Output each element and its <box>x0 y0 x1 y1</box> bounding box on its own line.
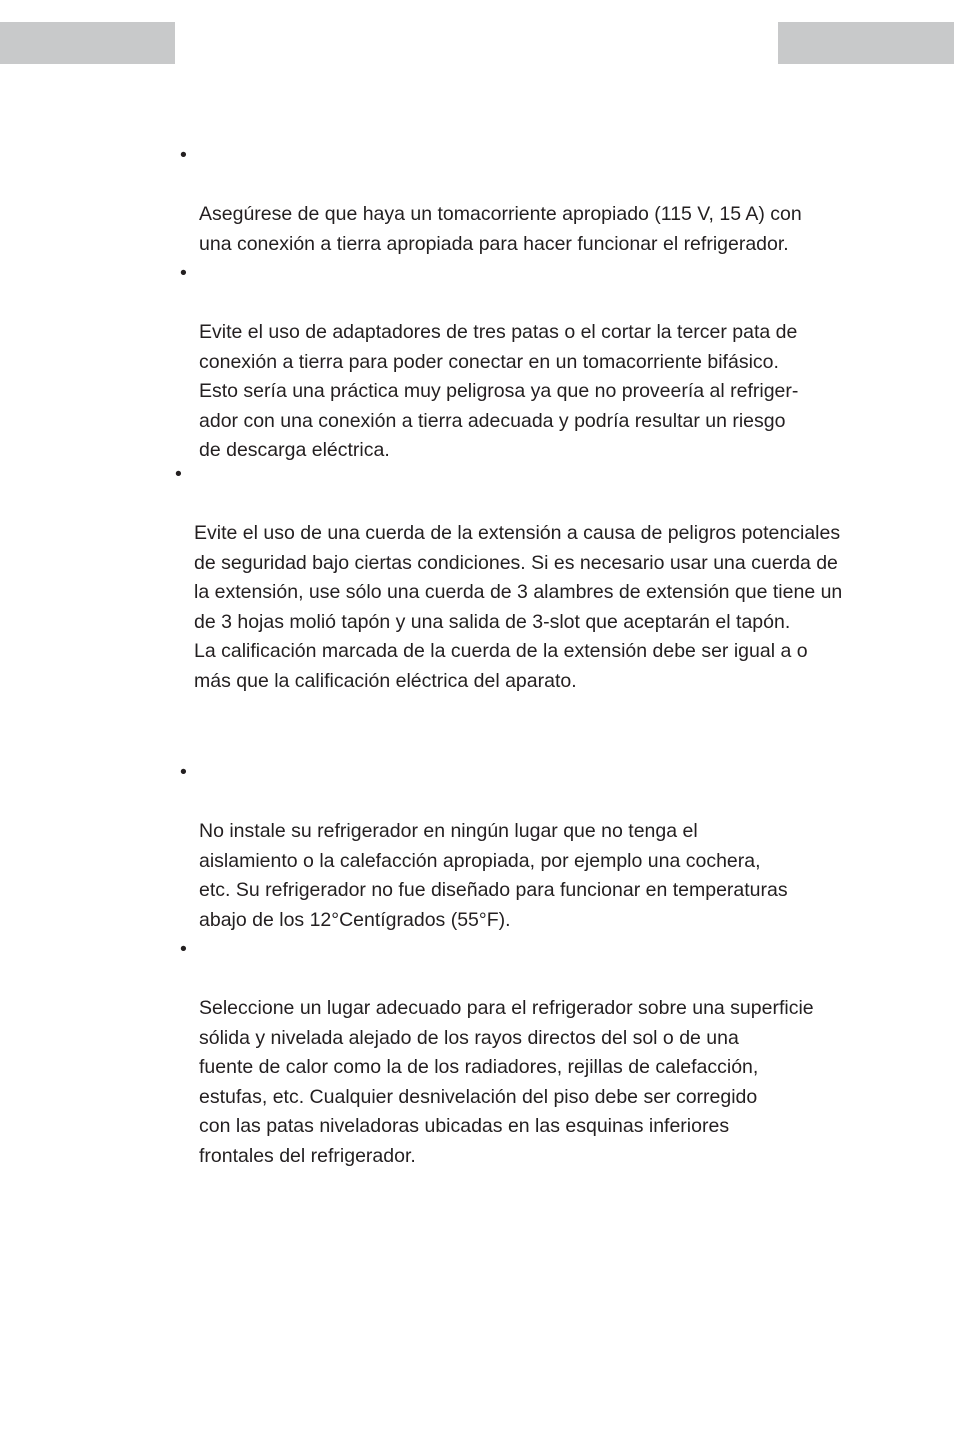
bullet-icon: • <box>175 463 182 485</box>
list-item <box>180 758 899 935</box>
list-item-text: Evite el uso de una cuerda de la extensión a causa de peligros potenciales de seguridad bajo ciertas condiciones. Si es necesario usar una cuerda de la extensión, use sólo una cuerda de 3 alambres de extensión que tiene un de 3 hojas molió tapón y una salida de 3-slot que aceptarán el tapón. La calificación marcada de la cuerda de la extensión debe ser igual a o más que la calificación eléctrica del aparato. <box>194 522 843 692</box>
list-item-text: Asegúrese de que haya un tomacorriente apropiado (115 V, 15 A) con una conexión a tierra apropiada para hacer funcionar el refrigerador. <box>199 203 802 255</box>
header-tab-left <box>0 22 175 64</box>
bullet-icon: • <box>180 262 187 284</box>
list-item-text: Evite el uso de adaptadores de tres patas o el cortar la tercer pata de conexión a tierra para poder conectar en un tomacorriente bifásico. Esto sería una práctica muy peligrosa ya que no proveería al refriger- ador con una conexión a tierra adecuada y podría resultar un riesgo de descarga eléctrica. <box>199 321 799 461</box>
list-item <box>180 935 899 1171</box>
grounding-instructions-list <box>180 141 899 466</box>
list-item-text: Seleccione un lugar adecuado para el refrigerador sobre una superficie sólida y nivelada alejado de los rayos directos del sol o de una fuente de calor como la de los radiadores, rejillas de calefacción, estufas, etc. Cualquier desnivelación del piso debe ser corregido con las patas niveladoras ubicadas en las esquinas inferiores frontales del refrigerador. <box>199 997 814 1167</box>
location-instructions-list <box>180 758 899 1171</box>
bullet-icon: • <box>180 938 187 960</box>
bullet-icon: • <box>180 144 187 166</box>
extension-cord-list <box>175 460 904 696</box>
bullet-icon: • <box>180 761 187 783</box>
list-item <box>180 259 899 466</box>
list-item <box>180 141 899 259</box>
header-tab-right <box>778 22 954 64</box>
list-item-text: No instale su refrigerador en ningún lugar que no tenga el aislamiento o la calefacción apropiada, por ejemplo una cochera, etc. Su refrigerador no fue diseñado para funcionar en temperaturas abajo de los 12°Centígrados (55°F). <box>199 820 788 931</box>
list-item <box>175 460 904 696</box>
